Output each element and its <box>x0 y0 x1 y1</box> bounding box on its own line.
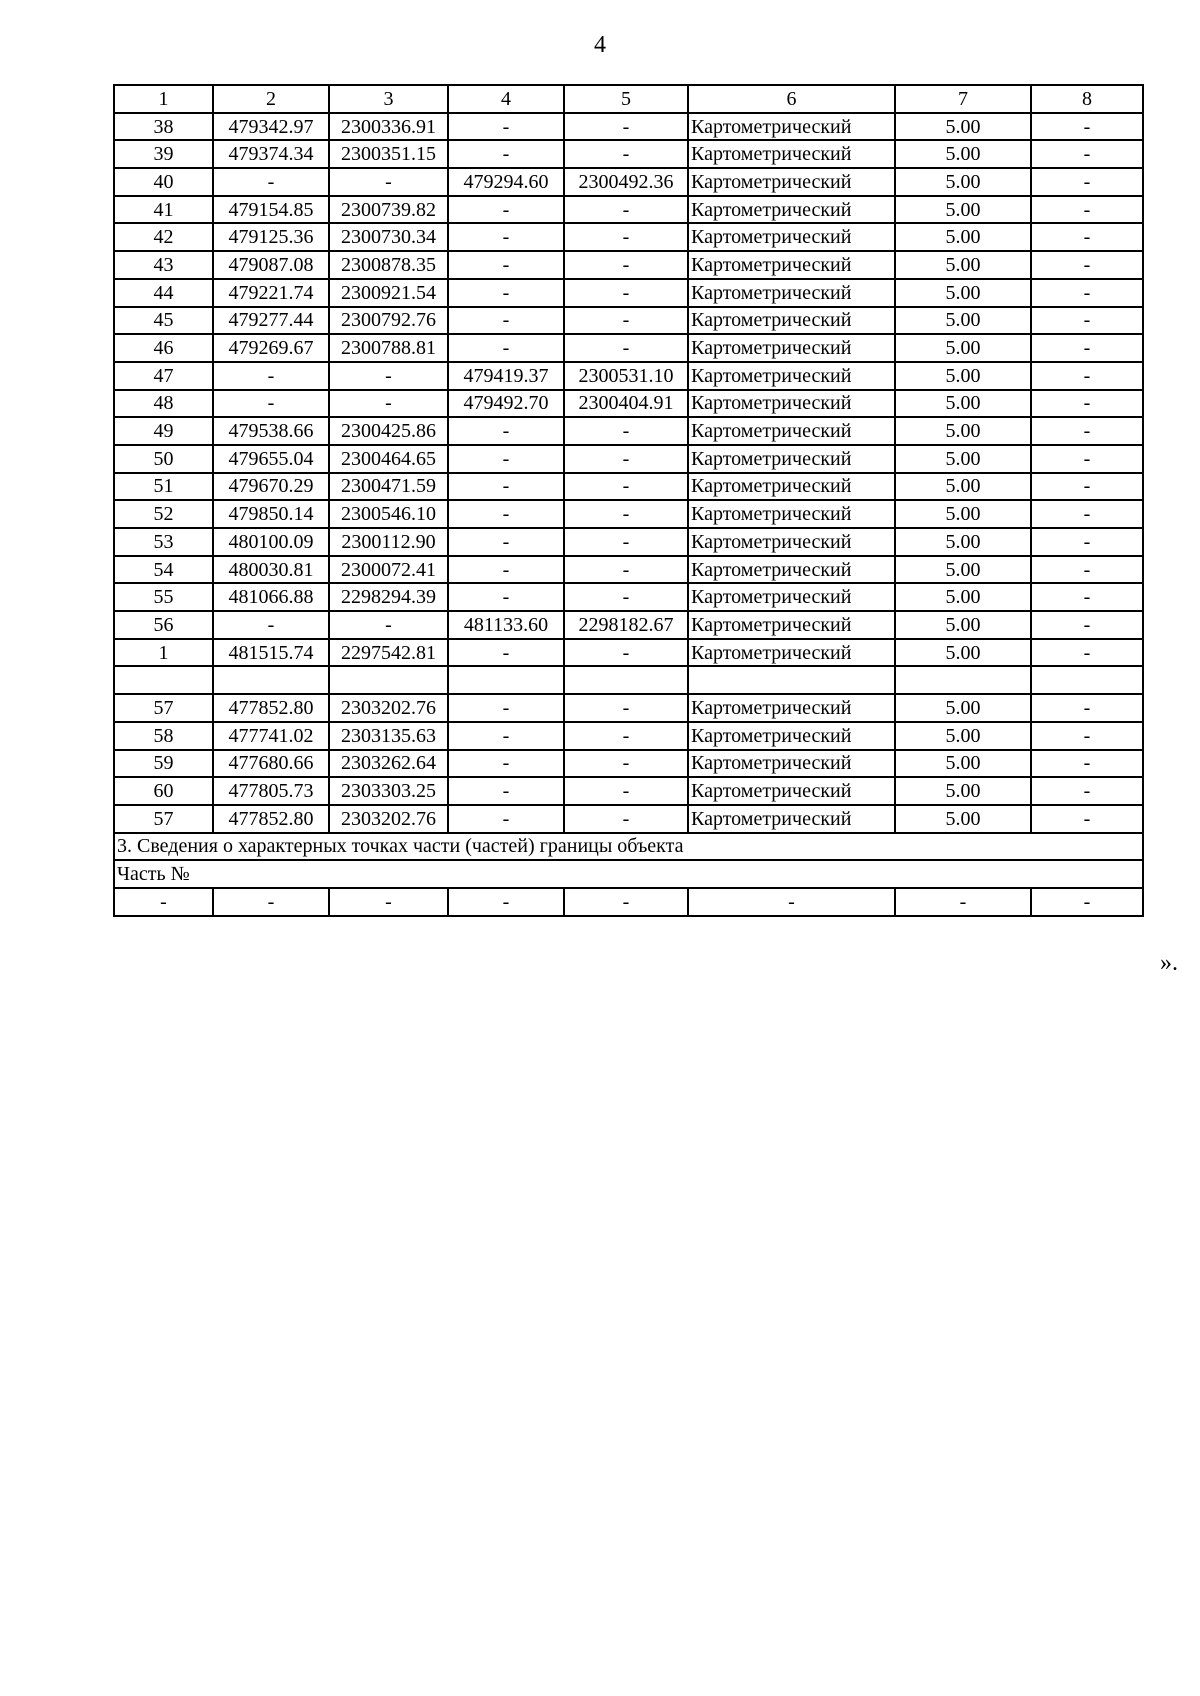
point-number-cell: 43 <box>114 251 213 279</box>
y-coord-cell <box>329 666 448 694</box>
y-new-cell: - <box>564 196 688 224</box>
point-number-cell: 58 <box>114 722 213 750</box>
x-new-cell: - <box>448 583 564 611</box>
method-cell: Картометрический <box>688 611 895 639</box>
header-cell: 1 <box>114 85 213 113</box>
accuracy-cell: 5.00 <box>895 113 1031 141</box>
y-new-cell: - <box>564 307 688 335</box>
method-cell: Картометрический <box>688 334 895 362</box>
x-coord-cell: 481515.74 <box>213 639 329 667</box>
point-number-cell: 45 <box>114 307 213 335</box>
point-number-cell: 41 <box>114 196 213 224</box>
y-coord-cell: - <box>329 611 448 639</box>
description-cell: - <box>1031 279 1143 307</box>
point-number-cell: 53 <box>114 528 213 556</box>
x-coord-cell: 479154.85 <box>213 196 329 224</box>
description-cell: - <box>1031 417 1143 445</box>
point-number-cell: 50 <box>114 445 213 473</box>
accuracy-cell: 5.00 <box>895 445 1031 473</box>
accuracy-cell: 5.00 <box>895 279 1031 307</box>
closing-quote-mark: ». <box>1160 950 1178 976</box>
description-cell <box>1031 666 1143 694</box>
table-body <box>114 85 1143 916</box>
y-coord-cell: 2303135.63 <box>329 722 448 750</box>
x-coord-cell: 479277.44 <box>213 307 329 335</box>
table-row <box>114 556 1143 584</box>
x-new-cell: - <box>448 777 564 805</box>
method-cell: Картометрический <box>688 168 895 196</box>
y-new-cell <box>564 666 688 694</box>
description-cell: - <box>1031 722 1143 750</box>
point-number-cell: 59 <box>114 750 213 778</box>
part-point-cell: - <box>114 888 213 916</box>
description-cell: - <box>1031 445 1143 473</box>
point-number-cell: 1 <box>114 639 213 667</box>
y-new-cell: 2300531.10 <box>564 362 688 390</box>
y-coord-cell: 2300336.91 <box>329 113 448 141</box>
description-cell: - <box>1031 583 1143 611</box>
table-row <box>114 694 1143 722</box>
x-coord-cell: - <box>213 362 329 390</box>
y-coord-cell: 2303202.76 <box>329 805 448 833</box>
method-cell: Картометрический <box>688 307 895 335</box>
section-heading-row <box>114 833 1143 861</box>
part-point-cell: - <box>564 888 688 916</box>
x-coord-cell: 479269.67 <box>213 334 329 362</box>
accuracy-cell: 5.00 <box>895 777 1031 805</box>
method-cell: Картометрический <box>688 390 895 418</box>
y-new-cell: - <box>564 251 688 279</box>
x-new-cell: 479294.60 <box>448 168 564 196</box>
x-new-cell: - <box>448 140 564 168</box>
x-new-cell: - <box>448 223 564 251</box>
accuracy-cell: 5.00 <box>895 362 1031 390</box>
table-row <box>114 777 1143 805</box>
method-cell: Картометрический <box>688 583 895 611</box>
x-coord-cell: 479538.66 <box>213 417 329 445</box>
table-row <box>114 223 1143 251</box>
y-coord-cell: 2303303.25 <box>329 777 448 805</box>
y-new-cell: - <box>564 334 688 362</box>
method-cell: Картометрический <box>688 140 895 168</box>
accuracy-cell: 5.00 <box>895 223 1031 251</box>
y-coord-cell: 2303262.64 <box>329 750 448 778</box>
x-coord-cell: 479087.08 <box>213 251 329 279</box>
description-cell: - <box>1031 334 1143 362</box>
table-row <box>114 113 1143 141</box>
header-cell: 3 <box>329 85 448 113</box>
point-number-cell: 57 <box>114 805 213 833</box>
table-row <box>114 722 1143 750</box>
y-new-cell: - <box>564 528 688 556</box>
x-coord-cell: 480100.09 <box>213 528 329 556</box>
header-cell: 6 <box>688 85 895 113</box>
description-cell: - <box>1031 750 1143 778</box>
x-new-cell: - <box>448 334 564 362</box>
y-coord-cell: 2297542.81 <box>329 639 448 667</box>
y-coord-cell: 2300546.10 <box>329 500 448 528</box>
y-coord-cell: 2300425.86 <box>329 417 448 445</box>
y-new-cell: - <box>564 639 688 667</box>
y-new-cell: - <box>564 500 688 528</box>
method-cell: Картометрический <box>688 750 895 778</box>
method-cell: Картометрический <box>688 473 895 501</box>
accuracy-cell: 5.00 <box>895 307 1031 335</box>
point-number-cell: 54 <box>114 556 213 584</box>
part-point-cell: - <box>688 888 895 916</box>
y-new-cell: - <box>564 445 688 473</box>
table-row <box>114 251 1143 279</box>
description-cell: - <box>1031 611 1143 639</box>
description-cell: - <box>1031 223 1143 251</box>
description-cell: - <box>1031 473 1143 501</box>
description-cell: - <box>1031 694 1143 722</box>
table-row <box>114 611 1143 639</box>
part-point-cell: - <box>448 888 564 916</box>
table-row <box>114 473 1143 501</box>
y-new-cell: 2300492.36 <box>564 168 688 196</box>
description-cell: - <box>1031 113 1143 141</box>
description-cell: - <box>1031 140 1143 168</box>
y-coord-cell: 2300351.15 <box>329 140 448 168</box>
x-coord-cell: 477805.73 <box>213 777 329 805</box>
part-points-row <box>114 888 1143 916</box>
table-row <box>114 639 1143 667</box>
x-new-cell: - <box>448 500 564 528</box>
method-cell: Картометрический <box>688 362 895 390</box>
x-new-cell: - <box>448 113 564 141</box>
y-coord-cell: 2300730.34 <box>329 223 448 251</box>
table-row <box>114 334 1143 362</box>
x-coord-cell: 477852.80 <box>213 805 329 833</box>
y-coord-cell: 2300464.65 <box>329 445 448 473</box>
y-new-cell: - <box>564 750 688 778</box>
method-cell: Картометрический <box>688 279 895 307</box>
x-new-cell: - <box>448 307 564 335</box>
y-new-cell: - <box>564 583 688 611</box>
x-coord-cell: 477852.80 <box>213 694 329 722</box>
point-number-cell: 44 <box>114 279 213 307</box>
accuracy-cell: 5.00 <box>895 390 1031 418</box>
x-new-cell: - <box>448 196 564 224</box>
method-cell: Картометрический <box>688 196 895 224</box>
accuracy-cell: 5.00 <box>895 168 1031 196</box>
accuracy-cell: 5.00 <box>895 251 1031 279</box>
y-coord-cell: 2300072.41 <box>329 556 448 584</box>
part-label-row <box>114 860 1143 888</box>
part-point-cell: - <box>1031 888 1143 916</box>
point-number-cell: 42 <box>114 223 213 251</box>
table-row <box>114 666 1143 694</box>
header-cell: 4 <box>448 85 564 113</box>
part-point-cell: - <box>895 888 1031 916</box>
x-coord-cell: 479374.34 <box>213 140 329 168</box>
x-coord-cell: 479342.97 <box>213 113 329 141</box>
description-cell: - <box>1031 556 1143 584</box>
accuracy-cell: 5.00 <box>895 417 1031 445</box>
method-cell: Картометрический <box>688 639 895 667</box>
table-row <box>114 140 1143 168</box>
accuracy-cell: 5.00 <box>895 528 1031 556</box>
point-number-cell: 39 <box>114 140 213 168</box>
method-cell: Картометрический <box>688 500 895 528</box>
x-coord-cell: 479670.29 <box>213 473 329 501</box>
method-cell: Картометрический <box>688 528 895 556</box>
x-new-cell: - <box>448 556 564 584</box>
y-coord-cell: 2300792.76 <box>329 307 448 335</box>
table-row <box>114 805 1143 833</box>
y-coord-cell: 2300921.54 <box>329 279 448 307</box>
point-number-cell: 40 <box>114 168 213 196</box>
table-row <box>114 583 1143 611</box>
header-cell: 8 <box>1031 85 1143 113</box>
description-cell: - <box>1031 307 1143 335</box>
y-new-cell: - <box>564 473 688 501</box>
accuracy-cell: 5.00 <box>895 694 1031 722</box>
y-new-cell: - <box>564 140 688 168</box>
method-cell: Картометрический <box>688 445 895 473</box>
point-number-cell: 55 <box>114 583 213 611</box>
page-number: 4 <box>594 32 606 58</box>
method-cell: Картометрический <box>688 805 895 833</box>
point-number-cell <box>114 666 213 694</box>
table-row <box>114 307 1143 335</box>
point-number-cell: 60 <box>114 777 213 805</box>
x-new-cell: - <box>448 805 564 833</box>
x-new-cell: - <box>448 279 564 307</box>
section-heading: 3. Сведения о характерных точках части (частей) границы объекта <box>114 833 1143 861</box>
accuracy-cell: 5.00 <box>895 500 1031 528</box>
accuracy-cell: 5.00 <box>895 805 1031 833</box>
accuracy-cell <box>895 666 1031 694</box>
x-new-cell: - <box>448 694 564 722</box>
point-number-cell: 52 <box>114 500 213 528</box>
y-coord-cell: 2300739.82 <box>329 196 448 224</box>
description-cell: - <box>1031 500 1143 528</box>
x-new-cell: - <box>448 473 564 501</box>
x-new-cell: - <box>448 528 564 556</box>
accuracy-cell: 5.00 <box>895 611 1031 639</box>
y-new-cell: - <box>564 417 688 445</box>
table-row <box>114 445 1143 473</box>
x-coord-cell: - <box>213 168 329 196</box>
table-row <box>114 168 1143 196</box>
table-row <box>114 390 1143 418</box>
accuracy-cell: 5.00 <box>895 334 1031 362</box>
x-coord-cell: 479655.04 <box>213 445 329 473</box>
y-coord-cell: 2298294.39 <box>329 583 448 611</box>
table-row <box>114 417 1143 445</box>
accuracy-cell: 5.00 <box>895 473 1031 501</box>
point-number-cell: 49 <box>114 417 213 445</box>
point-number-cell: 51 <box>114 473 213 501</box>
x-new-cell: - <box>448 750 564 778</box>
method-cell: Картометрический <box>688 417 895 445</box>
x-coord-cell: - <box>213 390 329 418</box>
y-new-cell: 2298182.67 <box>564 611 688 639</box>
x-coord-cell: 479850.14 <box>213 500 329 528</box>
y-new-cell: - <box>564 223 688 251</box>
y-new-cell: - <box>564 694 688 722</box>
method-cell: Картометрический <box>688 113 895 141</box>
y-new-cell: - <box>564 279 688 307</box>
description-cell: - <box>1031 639 1143 667</box>
description-cell: - <box>1031 777 1143 805</box>
table-row <box>114 500 1143 528</box>
method-cell: Картометрический <box>688 223 895 251</box>
header-cell: 7 <box>895 85 1031 113</box>
point-number-cell: 47 <box>114 362 213 390</box>
method-cell <box>688 666 895 694</box>
point-number-cell: 46 <box>114 334 213 362</box>
y-new-cell: - <box>564 722 688 750</box>
x-coord-cell: 481066.88 <box>213 583 329 611</box>
point-number-cell: 57 <box>114 694 213 722</box>
table-row <box>114 750 1143 778</box>
method-cell: Картометрический <box>688 694 895 722</box>
accuracy-cell: 5.00 <box>895 556 1031 584</box>
description-cell: - <box>1031 528 1143 556</box>
x-coord-cell: 477741.02 <box>213 722 329 750</box>
x-coord-cell: 479221.74 <box>213 279 329 307</box>
x-new-cell: - <box>448 251 564 279</box>
y-new-cell: - <box>564 113 688 141</box>
y-coord-cell: 2300788.81 <box>329 334 448 362</box>
method-cell: Картометрический <box>688 251 895 279</box>
point-number-cell: 56 <box>114 611 213 639</box>
y-new-cell: - <box>564 556 688 584</box>
part-point-cell: - <box>329 888 448 916</box>
description-cell: - <box>1031 168 1143 196</box>
table-row <box>114 528 1143 556</box>
y-new-cell: 2300404.91 <box>564 390 688 418</box>
accuracy-cell: 5.00 <box>895 583 1031 611</box>
accuracy-cell: 5.00 <box>895 750 1031 778</box>
y-new-cell: - <box>564 805 688 833</box>
x-new-cell: - <box>448 417 564 445</box>
part-label: Часть № <box>114 860 1143 888</box>
x-new-cell: 481133.60 <box>448 611 564 639</box>
coordinates-table <box>113 84 1144 917</box>
y-new-cell: - <box>564 777 688 805</box>
y-coord-cell: - <box>329 362 448 390</box>
header-cell: 5 <box>564 85 688 113</box>
method-cell: Картометрический <box>688 777 895 805</box>
x-new-cell: 479419.37 <box>448 362 564 390</box>
x-coord-cell: 479125.36 <box>213 223 329 251</box>
x-new-cell: - <box>448 722 564 750</box>
description-cell: - <box>1031 390 1143 418</box>
x-new-cell <box>448 666 564 694</box>
x-new-cell: - <box>448 639 564 667</box>
description-cell: - <box>1031 362 1143 390</box>
x-new-cell: - <box>448 445 564 473</box>
accuracy-cell: 5.00 <box>895 196 1031 224</box>
y-coord-cell: 2300878.35 <box>329 251 448 279</box>
header-cell: 2 <box>213 85 329 113</box>
point-number-cell: 48 <box>114 390 213 418</box>
description-cell: - <box>1031 805 1143 833</box>
method-cell: Картометрический <box>688 556 895 584</box>
accuracy-cell: 5.00 <box>895 722 1031 750</box>
y-coord-cell: - <box>329 390 448 418</box>
header-row <box>114 85 1143 113</box>
accuracy-cell: 5.00 <box>895 140 1031 168</box>
x-new-cell: 479492.70 <box>448 390 564 418</box>
x-coord-cell: - <box>213 611 329 639</box>
description-cell: - <box>1031 196 1143 224</box>
y-coord-cell: 2300471.59 <box>329 473 448 501</box>
part-point-cell: - <box>213 888 329 916</box>
y-coord-cell: - <box>329 168 448 196</box>
table-row <box>114 196 1143 224</box>
description-cell: - <box>1031 251 1143 279</box>
y-coord-cell: 2303202.76 <box>329 694 448 722</box>
method-cell: Картометрический <box>688 722 895 750</box>
table-row <box>114 362 1143 390</box>
x-coord-cell <box>213 666 329 694</box>
x-coord-cell: 480030.81 <box>213 556 329 584</box>
x-coord-cell: 477680.66 <box>213 750 329 778</box>
accuracy-cell: 5.00 <box>895 639 1031 667</box>
point-number-cell: 38 <box>114 113 213 141</box>
table-row <box>114 279 1143 307</box>
y-coord-cell: 2300112.90 <box>329 528 448 556</box>
